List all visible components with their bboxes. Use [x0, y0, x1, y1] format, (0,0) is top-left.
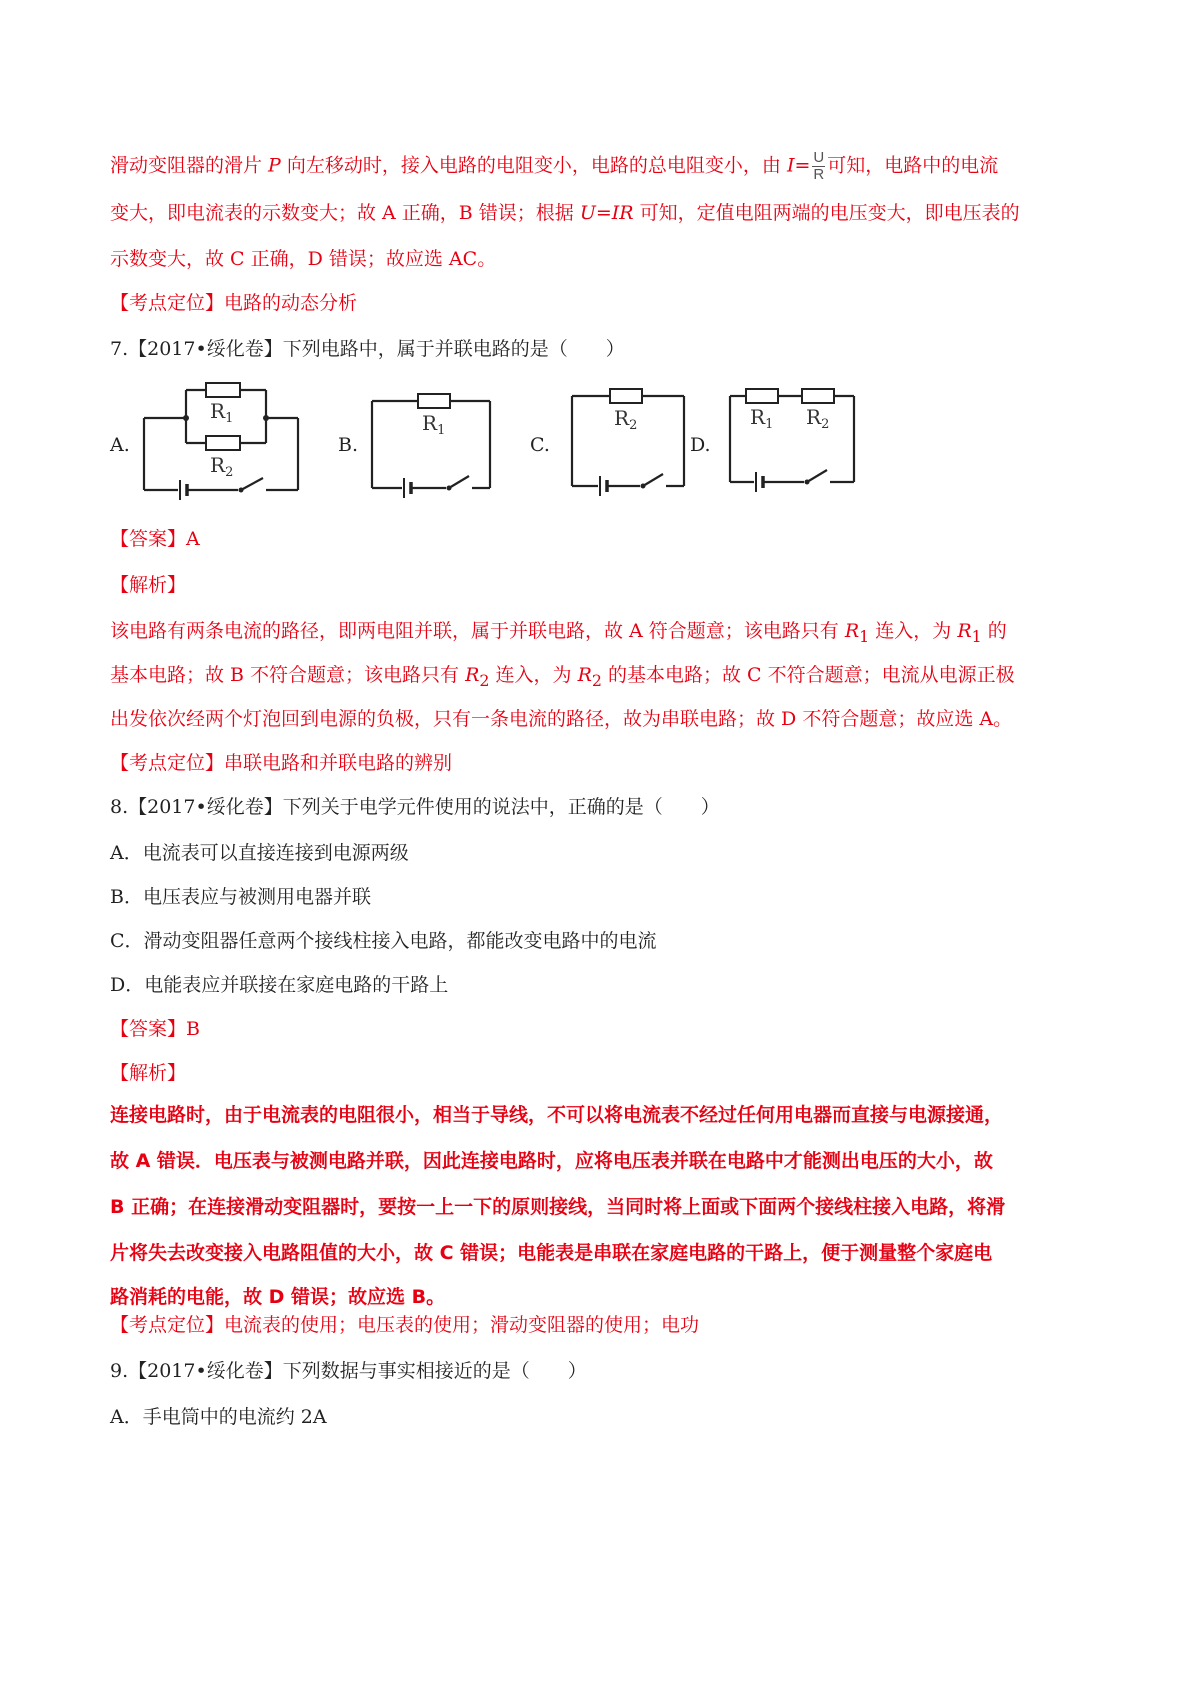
answer-label: 【答案】 [110, 1018, 187, 1040]
q7-option-c-label: C. [530, 434, 550, 456]
symbol-i: I= [786, 154, 811, 177]
fraction-u-over-r [812, 150, 825, 183]
q7-analysis-line-3: 出发依次经两个灯泡回到电源的负极，只有一条电流的路径，故为串联电路；故 D 不符合题意；故应选 A。 [110, 708, 1013, 730]
q9-option-a: A．手电筒中的电流约 2A [110, 1406, 327, 1428]
q7-stem: 7.【2017•绥化卷】下列电路中，属于并联电路的是（ ） [110, 338, 625, 360]
point-label: 【考点定位】 [110, 1314, 225, 1336]
text: 滑动变阻器的滑片 [110, 154, 269, 177]
point-label: 【考点定位】 [110, 292, 225, 314]
circuit-a-diagram [138, 378, 310, 503]
answer-label: 【答案】 [110, 528, 187, 550]
answer-value: A [186, 528, 200, 550]
q7-analysis-line-1 [110, 618, 1007, 650]
text: 连入，为 [869, 620, 958, 642]
label-r2: $R_2$ [806, 405, 830, 432]
q6-analysis-line-1 [110, 150, 998, 183]
text: 基本电路；故 B 不符合题意；该电路只有 [110, 664, 466, 686]
circuit-d-diagram [724, 384, 862, 496]
answer-value: B [186, 1018, 200, 1040]
symbol-r: R [957, 620, 972, 642]
q8-analysis-line-1: 连接电路时，由于电流表的电阻很小，相当于导线，不可以将电流表不经过任何用电器而直接与电源接通， [110, 1104, 1004, 1126]
q8-answer [110, 1016, 200, 1042]
q7-option-a-label: A. [110, 434, 130, 456]
text: 的 [981, 620, 1007, 642]
q8-analysis-line-2: 故 A 错误．电压表与被测电路并联，因此连接电路时，应将电压表并联在电路中才能测出电压的大小，故 [110, 1150, 993, 1172]
label-r2: $R_2$ [210, 453, 234, 480]
resistor-r1 [746, 389, 778, 403]
q7-option-d-label: D. [690, 434, 711, 456]
q7-answer [110, 526, 200, 552]
point-text: 电路的动态分析 [224, 292, 358, 314]
q7-option-b-label: B. [338, 434, 359, 456]
resistor-r1 [418, 394, 450, 408]
q7-analysis-line-2 [110, 662, 1015, 694]
label-r1: $R_1$ [210, 399, 234, 426]
q8-analysis-line-3: B 正确；在连接滑动变阻器时，要按一上一下的原则接线，当同时将上面或下面两个接线柱接入电路，将滑 [110, 1196, 1006, 1218]
point-label: 【考点定位】 [110, 752, 225, 774]
q8-point [110, 1312, 699, 1338]
point-text: 电流表的使用；电压表的使用；滑动变阻器的使用；电功 [224, 1314, 700, 1336]
subscript: 2 [591, 670, 602, 690]
text: 的基本电路；故 C 不符合题意；电流从电源正极 [601, 664, 1015, 686]
q7-point [110, 750, 452, 776]
q8-option-a: A．电流表可以直接连接到电源两级 [110, 842, 409, 864]
text: 可知，定值电阻两端的电压变大，即电压表的 [633, 202, 1020, 224]
point-text: 串联电路和并联电路的辨别 [224, 752, 453, 774]
subscript: 1 [859, 626, 870, 646]
formula: U=IR [579, 202, 634, 224]
symbol-r: R [844, 620, 860, 642]
subscript: 1 [971, 626, 982, 646]
text: 可知，电路中的电流 [827, 154, 999, 177]
q8-analysis-line-5: 路消耗的电能，故 D 错误；故应选 B。 [110, 1286, 446, 1308]
q8-option-d: D．电能表应并联接在家庭电路的干路上 [110, 974, 449, 996]
resistor-r2 [206, 436, 240, 450]
text: 变大，即电流表的示数变大；故 A 正确，B 错误；根据 [110, 202, 580, 224]
text: 该电路有两条电流的路径，即两电阻并联，属于并联电路，故 A 符合题意；该电路只有 [110, 620, 845, 642]
symbol-p: P [268, 154, 281, 177]
frac-num: U [813, 149, 825, 166]
circuit-c-diagram [566, 383, 690, 498]
resistor-r2 [610, 389, 642, 403]
q8-stem: 8.【2017•绥化卷】下列关于电学元件使用的说法中，正确的是（ ） [110, 796, 720, 818]
label-r1: $R_1$ [422, 411, 446, 438]
q8-analysis-line-4: 片将失去改变接入电路阻值的大小，故 C 错误；电能表是串联在家庭电路的干路上，便于测量整个家庭电 [110, 1242, 993, 1264]
symbol-r: R [465, 664, 480, 686]
q6-point [110, 290, 357, 316]
resistor-r2 [802, 389, 834, 403]
q8-analysis-label: 【解析】 [110, 1062, 187, 1084]
text: 向左移动时，接入电路的电阻变小，电路的总电阻变小，由 [280, 154, 787, 177]
frac-den: R [813, 166, 825, 183]
resistor-r1 [206, 383, 240, 397]
circuit-b-diagram [366, 388, 496, 503]
q9-stem: 9.【2017•绥化卷】下列数据与事实相接近的是（ ） [110, 1360, 587, 1382]
label-r2: $R_2$ [614, 406, 638, 433]
symbol-r: R [577, 664, 592, 686]
q8-option-c: C．滑动变阻器任意两个接线柱接入电路，都能改变电路中的电流 [110, 930, 657, 952]
q7-analysis-label: 【解析】 [110, 574, 187, 596]
subscript: 2 [479, 670, 490, 690]
text: 连入，为 [489, 664, 578, 686]
q6-analysis-line-2 [110, 200, 1020, 226]
q8-option-b: B．电压表应与被测用电器并联 [110, 886, 371, 908]
label-r1: $R_1$ [750, 405, 774, 432]
q6-analysis-line-3: 示数变大，故 C 正确，D 错误；故应选 AC。 [110, 248, 497, 270]
